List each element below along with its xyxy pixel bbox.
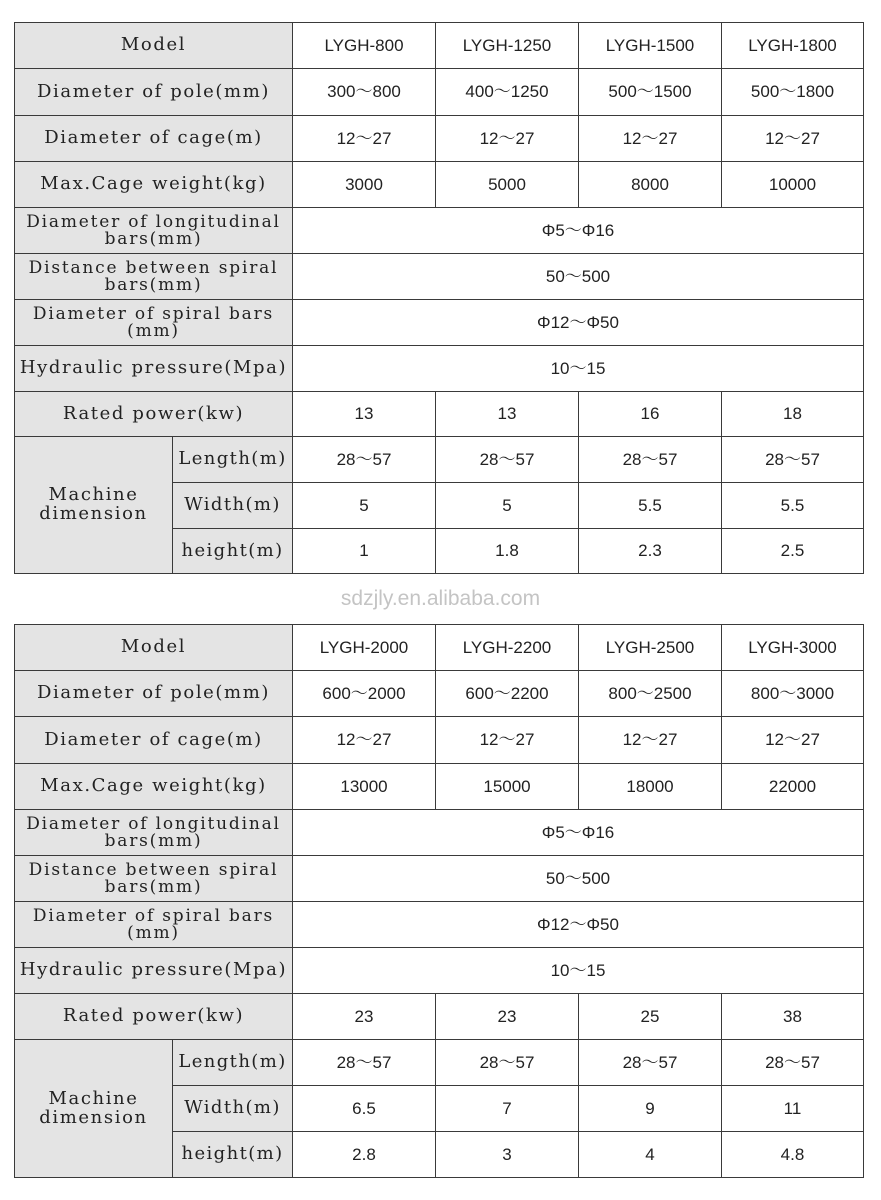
model-cell: LYGH-1500 [579, 23, 722, 69]
distance-label-line2: bars(mm) [104, 274, 203, 295]
length-cell: 28～57 [436, 437, 579, 483]
spec-table-1 [14, 22, 864, 574]
model-row [15, 23, 864, 69]
cage-cell: 12～27 [579, 717, 722, 764]
model-cell: LYGH-1800 [722, 23, 864, 69]
height-label: height(m) [173, 529, 293, 574]
cage-cell: 12～27 [293, 116, 436, 162]
width-cell: 7 [436, 1086, 579, 1132]
spiral-value: Φ12～Φ50 [293, 902, 864, 948]
power-cell: 38 [722, 994, 864, 1040]
pole-cell: 500～1800 [722, 69, 864, 116]
length-cell: 28～57 [579, 437, 722, 483]
distance-label-line1: Distance between spiral [28, 257, 279, 278]
watermark: sdzjly.en.alibaba.com [340, 587, 541, 610]
power-cell: 23 [436, 994, 579, 1040]
spec-table-2 [14, 624, 864, 1178]
height-cell: 4.8 [722, 1132, 864, 1178]
hydraulic-label: Hydraulic pressure(Mpa) [15, 346, 293, 392]
hydraulic-value: 10～15 [293, 948, 864, 994]
width-cell: 5.5 [722, 483, 864, 529]
cage-cell: 12～27 [436, 116, 579, 162]
width-cell: 6.5 [293, 1086, 436, 1132]
height-cell: 1 [293, 529, 436, 574]
length-label: Length(m) [173, 437, 293, 483]
width-label: Width(m) [173, 1086, 293, 1132]
longitudinal-label-line2: bars(mm) [104, 228, 203, 249]
model-cell: LYGH-800 [293, 23, 436, 69]
power-label: Rated power(kw) [15, 392, 293, 437]
model-cell: LYGH-3000 [722, 625, 864, 671]
spiral-row [15, 902, 864, 948]
length-row [15, 1040, 864, 1086]
width-cell: 5 [293, 483, 436, 529]
power-row [15, 994, 864, 1040]
length-label: Length(m) [173, 1040, 293, 1086]
length-cell: 28～57 [722, 1040, 864, 1086]
length-cell: 28～57 [579, 1040, 722, 1086]
cage-cell: 12～27 [436, 717, 579, 764]
power-cell: 23 [293, 994, 436, 1040]
height-cell: 1.8 [436, 529, 579, 574]
dimension-label [15, 437, 173, 574]
length-cell: 28～57 [722, 437, 864, 483]
pole-row [15, 671, 864, 717]
width-cell: 11 [722, 1086, 864, 1132]
pole-cell: 800～2500 [579, 671, 722, 717]
length-row [15, 437, 864, 483]
width-cell: 5.5 [579, 483, 722, 529]
weight-cell: 13000 [293, 764, 436, 810]
longitudinal-label [15, 810, 293, 856]
power-label: Rated power(kw) [15, 994, 293, 1040]
longitudinal-value: Φ5～Φ16 [293, 810, 864, 856]
dimension-label-line2: dimension [39, 1106, 148, 1128]
longitudinal-label-line2: bars(mm) [104, 830, 203, 851]
height-cell: 3 [436, 1132, 579, 1178]
model-label: Model [15, 23, 293, 69]
width-label: Width(m) [173, 483, 293, 529]
cage-cell: 12～27 [722, 717, 864, 764]
distance-label [15, 856, 293, 902]
pole-label: Diameter of pole(mm) [15, 671, 293, 717]
hydraulic-row [15, 346, 864, 392]
power-row [15, 392, 864, 437]
weight-cell: 22000 [722, 764, 864, 810]
height-cell: 2.5 [722, 529, 864, 574]
height-cell: 2.3 [579, 529, 722, 574]
width-cell: 9 [579, 1086, 722, 1132]
hydraulic-value: 10～15 [293, 346, 864, 392]
dimension-label-line2: dimension [39, 503, 148, 524]
cage-cell: 12～27 [579, 116, 722, 162]
cage-label: Diameter of cage(m) [15, 116, 293, 162]
spiral-row [15, 300, 864, 346]
pole-cell: 300～800 [293, 69, 436, 116]
spiral-label-line2: (mm) [127, 320, 180, 341]
height-cell: 4 [579, 1132, 722, 1178]
dimension-label-line1: Machine [48, 484, 139, 506]
height-cell: 2.8 [293, 1132, 436, 1178]
weight-row [15, 162, 864, 208]
pole-cell: 500～1500 [579, 69, 722, 116]
weight-cell: 8000 [579, 162, 722, 208]
longitudinal-row [15, 810, 864, 856]
length-cell: 28～57 [293, 437, 436, 483]
model-row [15, 625, 864, 671]
spiral-label [15, 300, 293, 346]
distance-label-line2: bars(mm) [104, 876, 203, 897]
pole-row [15, 69, 864, 116]
hydraulic-label: Hydraulic pressure(Mpa) [15, 948, 293, 994]
longitudinal-row [15, 208, 864, 254]
length-cell: 28～57 [436, 1040, 579, 1086]
distance-row [15, 856, 864, 902]
length-cell: 28～57 [293, 1040, 436, 1086]
weight-row [15, 764, 864, 810]
cage-row [15, 116, 864, 162]
weight-cell: 18000 [579, 764, 722, 810]
weight-cell: 3000 [293, 162, 436, 208]
spiral-label [15, 902, 293, 948]
dimension-label [15, 1040, 173, 1178]
model-cell: LYGH-1250 [436, 23, 579, 69]
width-cell: 5 [436, 483, 579, 529]
spiral-value: Φ12～Φ50 [293, 300, 864, 346]
pole-cell: 600～2200 [436, 671, 579, 717]
power-cell: 18 [722, 392, 864, 437]
cage-row [15, 717, 864, 764]
model-cell: LYGH-2500 [579, 625, 722, 671]
power-cell: 13 [293, 392, 436, 437]
hydraulic-row [15, 948, 864, 994]
model-cell: LYGH-2000 [293, 625, 436, 671]
weight-label: Max.Cage weight(kg) [15, 162, 293, 208]
model-label: Model [15, 625, 293, 671]
spiral-label-line2: (mm) [127, 922, 180, 943]
distance-label [15, 254, 293, 300]
distance-value: 50～500 [293, 856, 864, 902]
power-cell: 25 [579, 994, 722, 1040]
height-label: height(m) [173, 1132, 293, 1178]
weight-cell: 15000 [436, 764, 579, 810]
distance-value: 50～500 [293, 254, 864, 300]
longitudinal-label-line1: Diameter of longitudinal [26, 813, 281, 834]
spiral-label-line1: Diameter of spiral bars [32, 905, 275, 926]
pole-label: Diameter of pole(mm) [15, 69, 293, 116]
distance-label-line1: Distance between spiral [28, 859, 279, 880]
weight-label: Max.Cage weight(kg) [15, 764, 293, 810]
cage-cell: 12～27 [293, 717, 436, 764]
pole-cell: 400～1250 [436, 69, 579, 116]
weight-cell: 10000 [722, 162, 864, 208]
pole-cell: 600～2000 [293, 671, 436, 717]
spiral-label-line1: Diameter of spiral bars [32, 303, 275, 324]
cage-label: Diameter of cage(m) [15, 717, 293, 764]
dimension-label-line1: Machine [48, 1087, 139, 1109]
weight-cell: 5000 [436, 162, 579, 208]
longitudinal-value: Φ5～Φ16 [293, 208, 864, 254]
model-cell: LYGH-2200 [436, 625, 579, 671]
pole-cell: 800～3000 [722, 671, 864, 717]
longitudinal-label [15, 208, 293, 254]
power-cell: 13 [436, 392, 579, 437]
longitudinal-label-line1: Diameter of longitudinal [26, 211, 281, 232]
cage-cell: 12～27 [722, 116, 864, 162]
distance-row [15, 254, 864, 300]
power-cell: 16 [579, 392, 722, 437]
